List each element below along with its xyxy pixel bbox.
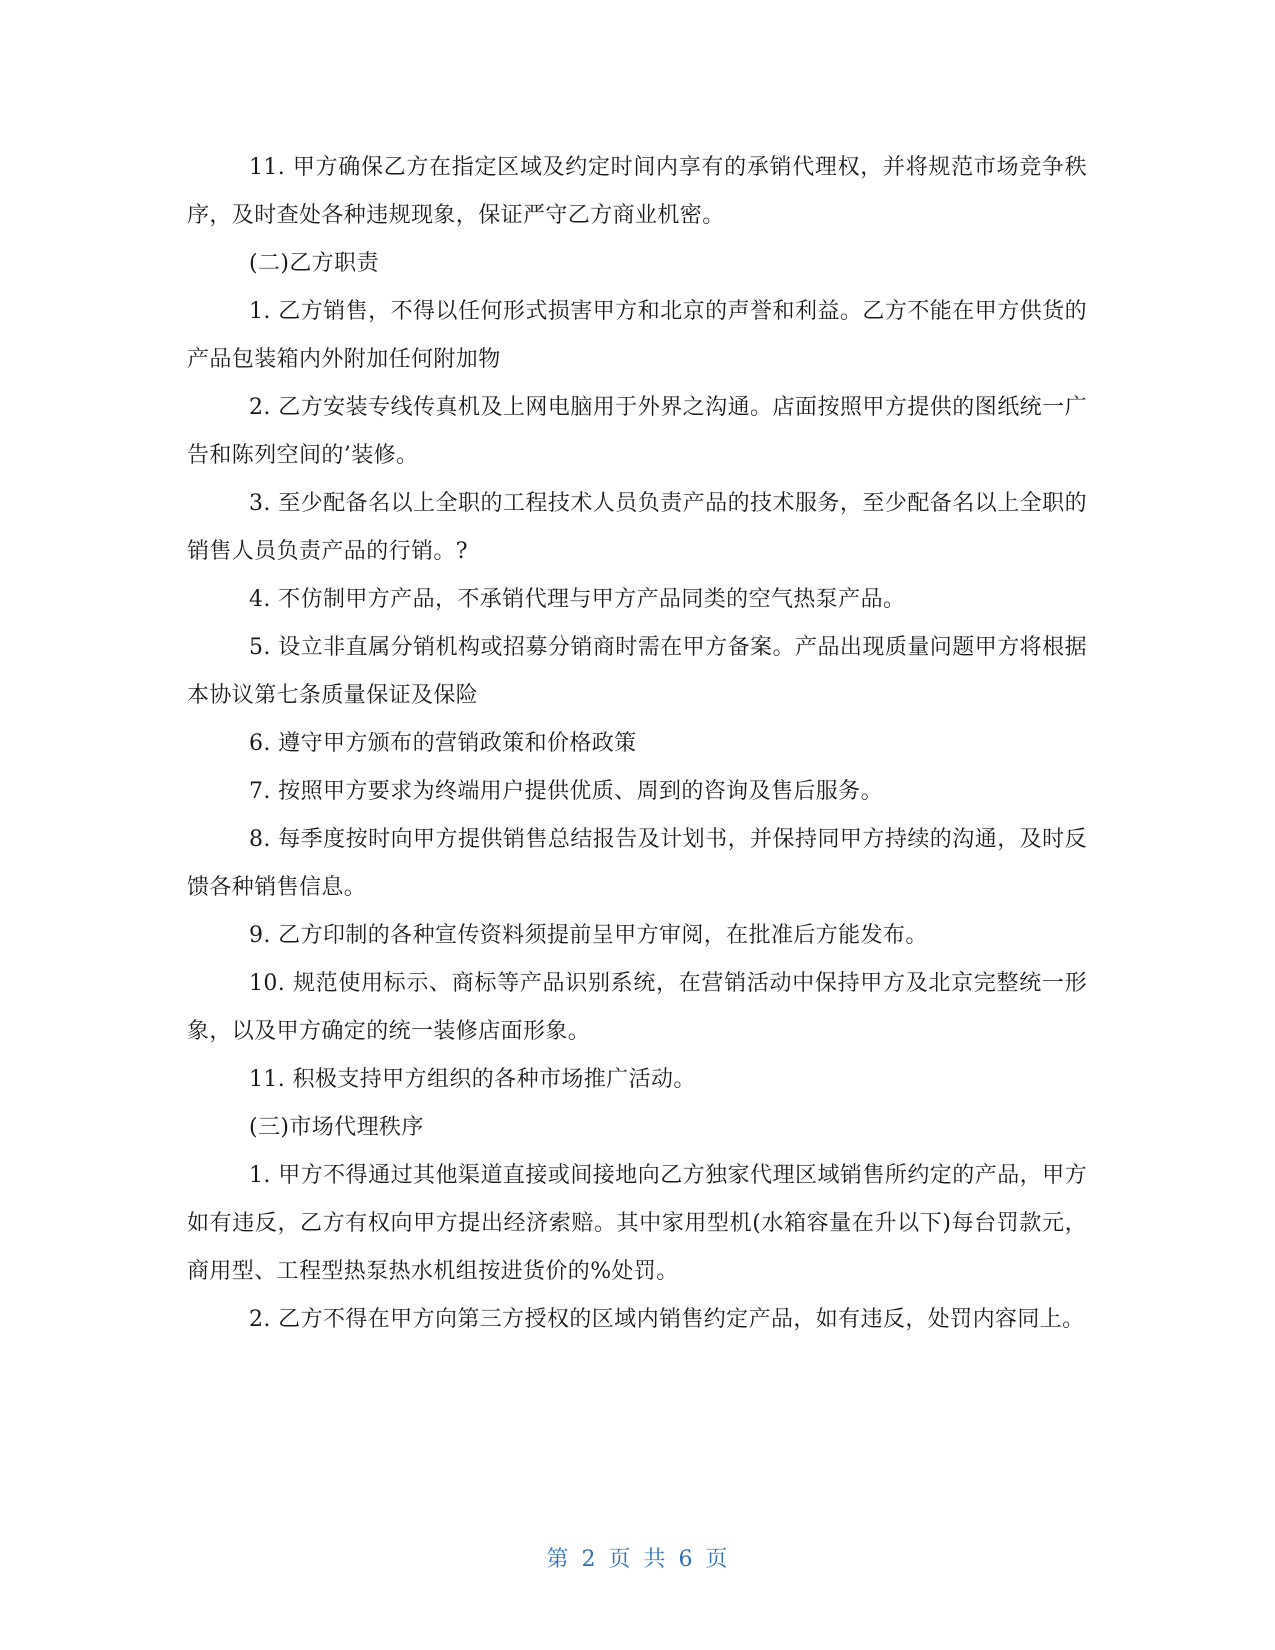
page-prefix: 第 xyxy=(546,1547,570,1572)
paragraph-item-1-exclusive: 1. 甲方不得通过其他渠道直接或间接地向乙方独家代理区域销售所约定的产品，甲方如有违反，乙方有权向甲方提出经济索赔。其中家用型机(水箱容量在升以下)每台罚款元，商用型、工程型热泵热水机组按进货价的%处罚。 xyxy=(187,1163,1087,1284)
paragraph-item-9-materials: 9. 乙方印制的各种宣传资料须提前呈甲方审阅，在批准后方能发布。 xyxy=(249,923,928,948)
total-unit: 页 xyxy=(705,1547,729,1572)
paragraph-item-10-branding: 10. 规范使用标示、商标等产品识别系统，在营销活动中保持甲方及北京完整统一形象，以及甲方确定的统一装修店面形象。 xyxy=(187,971,1087,1044)
current-page-number: 2 xyxy=(581,1547,597,1572)
paragraph-item-11-guarantee: 11. 甲方确保乙方在指定区域及约定时间内享有的承销代理权，并将规范市场竞争秩序，及时查处各种违规现象，保证严守乙方商业机密。 xyxy=(187,155,1087,228)
section-heading-party-b-duties: (二)乙方职责 xyxy=(249,251,379,276)
total-pages-number: 6 xyxy=(678,1547,694,1572)
paragraph-item-3-staff: 3. 至少配备名以上全职的工程技术人员负责产品的技术服务，至少配备名以上全职的销售人员负责产品的行销。? xyxy=(187,491,1087,564)
page-unit: 页 xyxy=(608,1547,632,1572)
page-number-footer xyxy=(0,1542,1275,1573)
document-body xyxy=(187,144,1087,1344)
total-prefix: 共 xyxy=(643,1547,667,1572)
section-heading-market-order: (三)市场代理秩序 xyxy=(249,1115,424,1140)
paragraph-item-4-no-copy: 4. 不仿制甲方产品，不承销代理与甲方产品同类的空气热泵产品。 xyxy=(249,587,906,612)
paragraph-item-1-sales: 1. 乙方销售，不得以任何形式损害甲方和北京的声誉和利益。乙方不能在甲方供货的产品包装箱内外附加任何附加物 xyxy=(187,299,1087,372)
paragraph-item-5-distribution: 5. 设立非直属分销机构或招募分销商时需在甲方备案。产品出现质量问题甲方将根据本协议第七条质量保证及保险 xyxy=(187,635,1087,708)
paragraph-item-2-fax: 2. 乙方安装专线传真机及上网电脑用于外界之沟通。店面按照甲方提供的图纸统一广告和陈列空间的’装修。 xyxy=(187,395,1087,468)
paragraph-item-2-territory: 2. 乙方不得在甲方向第三方授权的区域内销售约定产品，如有违反，处罚内容同上。 xyxy=(249,1307,1085,1332)
paragraph-item-7-service: 7. 按照甲方要求为终端用户提供优质、周到的咨询及售后服务。 xyxy=(249,779,883,804)
paragraph-item-8-report: 8. 每季度按时向甲方提供销售总结报告及计划书，并保持同甲方持续的沟通，及时反馈各种销售信息。 xyxy=(187,827,1087,900)
paragraph-item-6-policy: 6. 遵守甲方颁布的营销政策和价格政策 xyxy=(249,731,637,756)
paragraph-item-11-promotion: 11. 积极支持甲方组织的各种市场推广活动。 xyxy=(249,1067,696,1092)
